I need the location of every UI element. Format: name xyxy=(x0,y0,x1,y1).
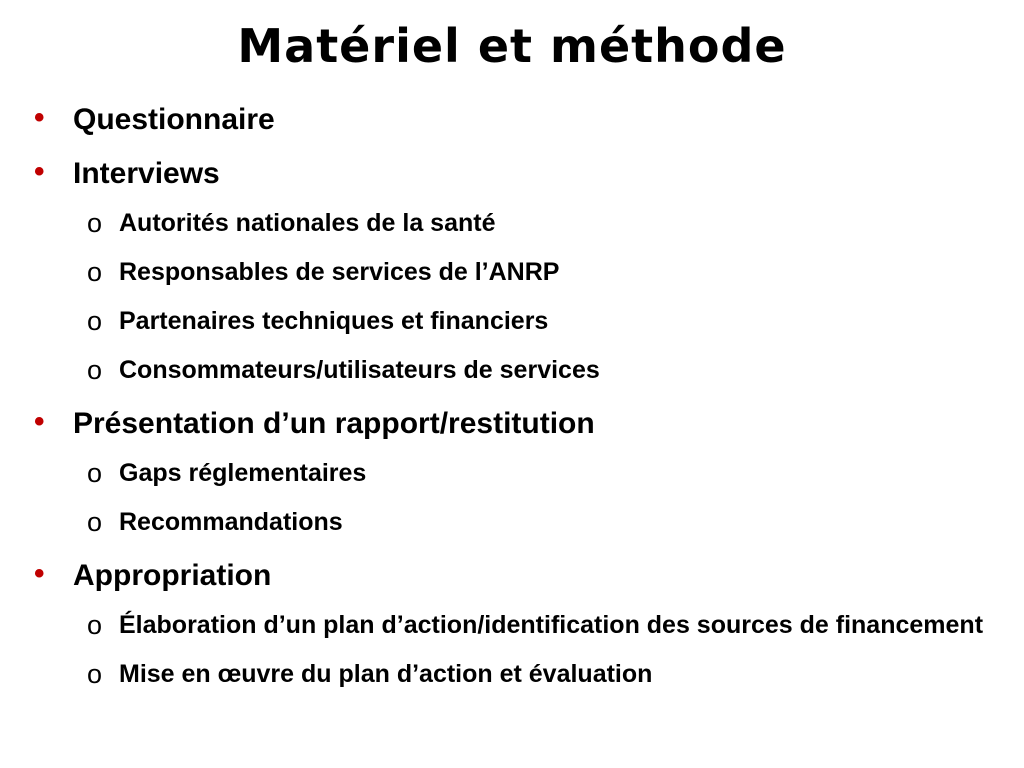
circle-bullet-icon: o xyxy=(87,208,103,238)
sub-list-item xyxy=(0,252,1024,292)
sub-list-item-text: Responsables de services de l’ANRP xyxy=(119,258,560,286)
circle-bullet-icon: o xyxy=(87,306,103,336)
list-item-text: Questionnaire xyxy=(73,103,275,136)
list-item-text: Présentation d’un rapport/restitution xyxy=(73,407,595,440)
sub-list-item-text: Partenaires techniques et financiers xyxy=(119,307,549,335)
circle-bullet-icon: o xyxy=(87,458,103,488)
list-item xyxy=(0,100,1024,140)
bullet-icon: • xyxy=(34,405,45,438)
sub-list-item-text: Élaboration d’un plan d’action/identification des sources de financement xyxy=(119,611,984,639)
list-item xyxy=(0,556,1024,596)
sub-list-item-text: Mise en œuvre du plan d’action et évaluation xyxy=(119,660,653,688)
list-item xyxy=(0,404,1024,444)
list-item-text: Interviews xyxy=(73,157,220,190)
sub-list-item-text: Recommandations xyxy=(119,508,343,536)
sub-list-item xyxy=(0,502,1024,542)
sub-list-item xyxy=(0,301,1024,341)
sub-list-item xyxy=(0,203,1024,243)
circle-bullet-icon: o xyxy=(87,507,103,537)
sub-list-item xyxy=(0,350,1024,390)
circle-bullet-icon: o xyxy=(87,610,103,640)
bullet-list xyxy=(0,96,1024,694)
bullet-icon: • xyxy=(34,155,45,188)
sub-list-item xyxy=(0,654,1024,694)
bullet-icon: • xyxy=(34,101,45,134)
sub-list-item-text: Autorités nationales de la santé xyxy=(119,209,496,237)
list-item xyxy=(0,154,1024,194)
circle-bullet-icon: o xyxy=(87,355,103,385)
sub-list-item xyxy=(0,605,1024,645)
list-item-text: Appropriation xyxy=(73,559,272,592)
sub-list-item-text: Consommateurs/utilisateurs de services xyxy=(119,356,600,384)
bullet-icon: • xyxy=(34,557,45,590)
sub-list-item xyxy=(0,453,1024,493)
circle-bullet-icon: o xyxy=(87,659,103,689)
sub-list-item-text: Gaps réglementaires xyxy=(119,459,367,487)
slide-title: Matériel et méthode xyxy=(237,19,787,73)
circle-bullet-icon: o xyxy=(87,257,103,287)
